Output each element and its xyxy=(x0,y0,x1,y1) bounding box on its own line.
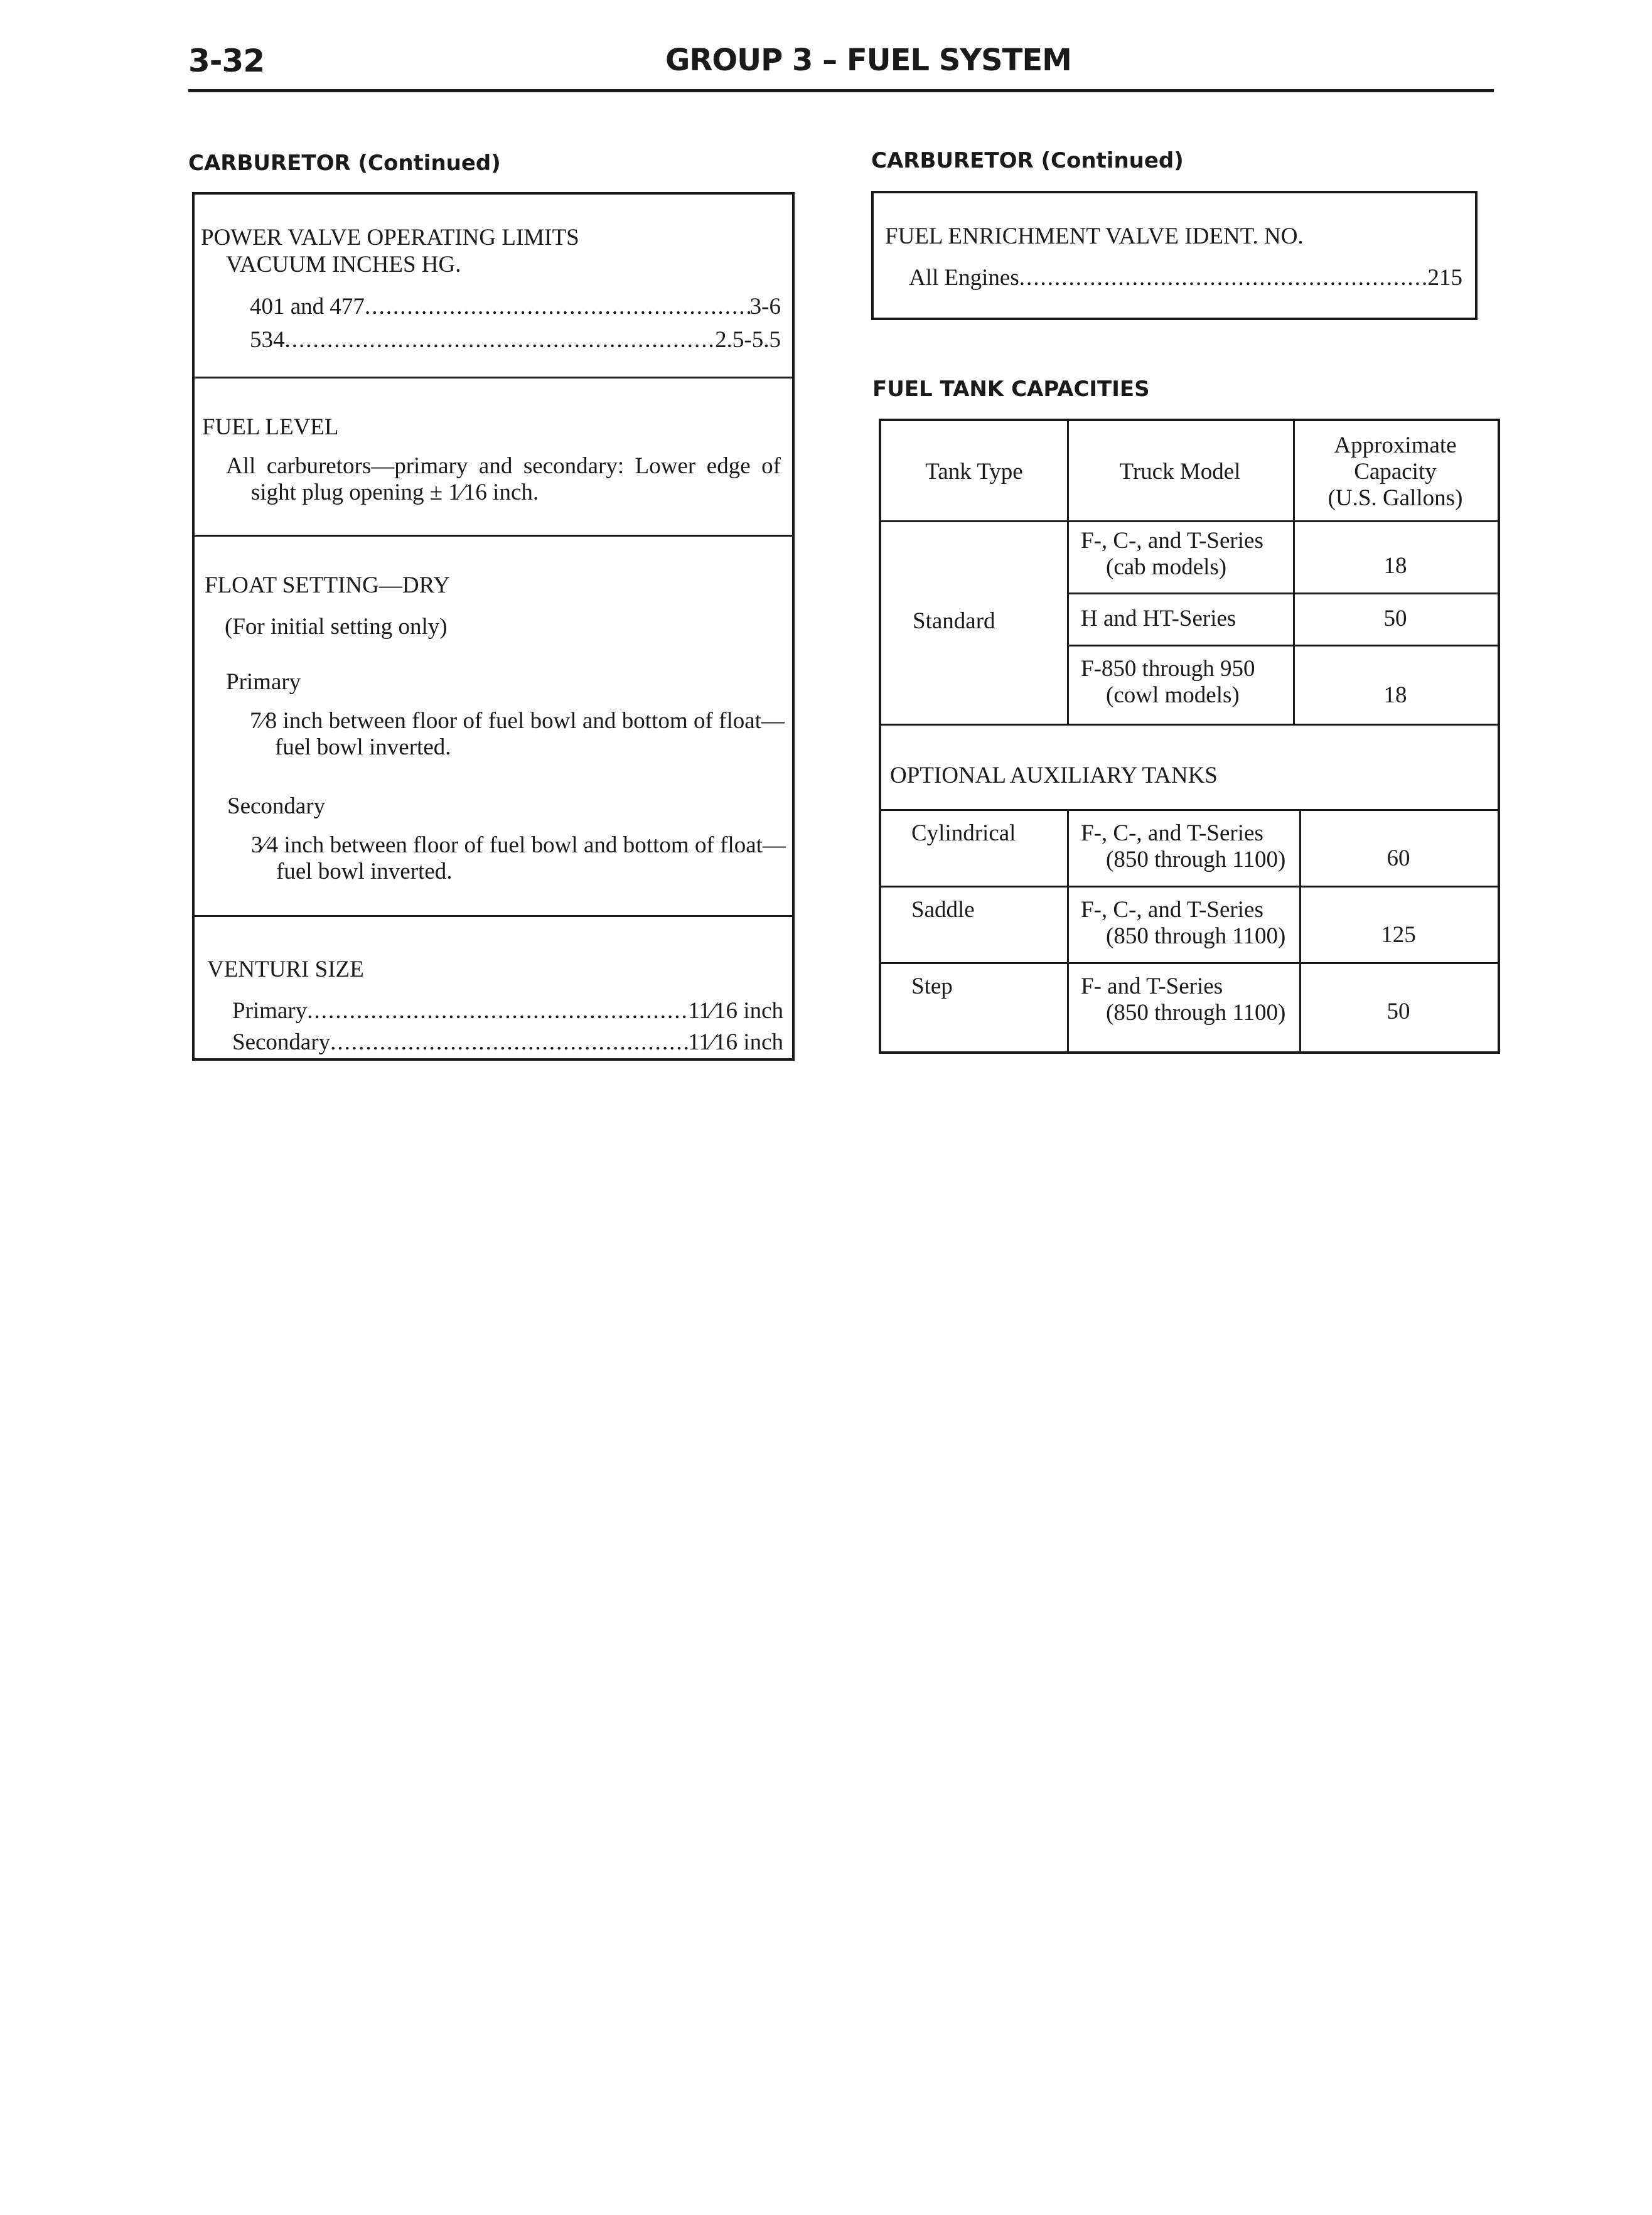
float-primary-label: Primary xyxy=(226,669,301,695)
table-grid-line xyxy=(881,962,1498,964)
model-line: (850 through 1100) xyxy=(1106,923,1286,949)
row-label: 534 xyxy=(250,327,285,353)
section-divider xyxy=(195,535,792,537)
capacity-cell: 60 xyxy=(1386,845,1410,871)
model-line: (cab models) xyxy=(1106,554,1227,580)
page-title: GROUP 3 – FUEL SYSTEM xyxy=(665,43,1071,78)
enrichment-valve-box xyxy=(871,191,1478,320)
model-line: F-850 through 950 xyxy=(1081,656,1255,682)
model-line: (cowl models) xyxy=(1106,682,1240,708)
float-setting-note: (For initial setting only) xyxy=(225,614,448,640)
tank-type-cell: Saddle xyxy=(911,897,975,923)
tank-type-cell: Step xyxy=(911,973,953,999)
table-grid-line xyxy=(881,724,1498,726)
row-value: 11⁄16 inch xyxy=(688,998,783,1024)
float-primary-text: 7⁄8 inch between floor of fuel bowl and bottom of float—fuel bowl inverted. xyxy=(250,708,785,760)
optional-tanks-heading: OPTIONAL AUXILIARY TANKS xyxy=(890,763,1218,788)
truck-model-cell xyxy=(1081,820,1285,873)
capacity-cell: 18 xyxy=(1383,553,1407,579)
row-value: 2.5-5.5 xyxy=(715,327,781,353)
fuel-tank-heading: FUEL TANK CAPACITIES xyxy=(872,377,1150,402)
standard-label: Standard xyxy=(913,608,995,634)
truck-model-cell xyxy=(1081,973,1285,1026)
table-grid-line xyxy=(1067,593,1498,594)
leader-dots xyxy=(1019,266,1428,289)
tank-type-cell: Cylindrical xyxy=(911,820,1016,846)
row-label: Primary xyxy=(232,998,308,1024)
table-grid-line xyxy=(1067,809,1069,1051)
float-secondary-text: 3⁄4 inch between floor of fuel bowl and bottom of float—fuel bowl inverted. xyxy=(251,832,786,884)
model-line: F- and T-Series xyxy=(1081,973,1223,999)
model-line: F-, C-, and T-Series xyxy=(1081,820,1263,846)
row-value: 3-6 xyxy=(749,294,781,319)
truck-model-cell xyxy=(1081,528,1263,581)
power-valve-row xyxy=(250,328,781,351)
enrichment-row xyxy=(909,266,1462,289)
truck-model-cell xyxy=(1081,656,1255,709)
fuel-tank-table xyxy=(879,419,1500,1054)
power-valve-title: POWER VALVE OPERATING LIMITS xyxy=(201,225,579,250)
model-line: (850 through 1100) xyxy=(1106,847,1286,872)
table-grid-line xyxy=(881,809,1498,811)
header-truck-model: Truck Model xyxy=(1119,459,1241,485)
row-value: 215 xyxy=(1427,265,1462,291)
truck-model-cell xyxy=(1081,897,1285,950)
leader-dots xyxy=(285,328,716,351)
header-rule xyxy=(188,89,1494,92)
fuel-level-title: FUEL LEVEL xyxy=(202,414,339,440)
enrichment-title: FUEL ENRICHMENT VALVE IDENT. NO. xyxy=(885,223,1304,249)
capacity-cell: 18 xyxy=(1383,682,1407,708)
model-line: F-, C-, and T-Series xyxy=(1081,528,1263,554)
float-secondary-label: Secondary xyxy=(227,793,326,819)
section-divider xyxy=(195,377,792,378)
carburetor-specs-box xyxy=(192,192,795,1061)
row-label: Secondary xyxy=(232,1029,331,1055)
venturi-title: VENTURI SIZE xyxy=(207,957,364,982)
header-capacity-line: Approximate xyxy=(1334,432,1457,458)
capacity-cell: 50 xyxy=(1386,999,1410,1024)
header-capacity-line: Capacity xyxy=(1354,459,1437,485)
capacity-cell: 125 xyxy=(1381,922,1416,948)
table-grid-line xyxy=(881,520,1498,522)
capacity-cell: 50 xyxy=(1383,606,1407,631)
section-divider xyxy=(195,915,792,917)
row-value: 11⁄16 inch xyxy=(688,1029,783,1055)
float-setting-title: FLOAT SETTING—DRY xyxy=(205,572,450,598)
row-label: 401 and 477 xyxy=(250,294,365,319)
power-valve-row xyxy=(250,295,781,318)
right-section-heading: CARBURETOR (Continued) xyxy=(871,148,1184,173)
header-capacity-line: (U.S. Gallons) xyxy=(1328,485,1463,511)
page-number: 3-32 xyxy=(188,43,265,79)
leader-dots xyxy=(330,1031,688,1054)
table-grid-line xyxy=(881,886,1498,888)
venturi-row xyxy=(232,1031,783,1054)
left-section-heading: CARBURETOR (Continued) xyxy=(188,151,501,176)
row-label: All Engines xyxy=(909,265,1019,291)
power-valve-subtitle: VACUUM INCHES HG. xyxy=(226,252,461,277)
model-line: (850 through 1100) xyxy=(1106,1000,1286,1026)
model-line: F-, C-, and T-Series xyxy=(1081,897,1263,923)
leader-dots xyxy=(307,999,688,1022)
fuel-level-text: All carburetors—primary and secondary: Lower edge of sight plug opening ± 1⁄16 inch. xyxy=(226,453,781,505)
venturi-row xyxy=(232,999,783,1022)
table-grid-line xyxy=(1067,645,1498,646)
leader-dots xyxy=(365,295,750,318)
header-tank-type: Tank Type xyxy=(925,459,1023,485)
header-capacity xyxy=(1293,432,1498,512)
truck-model-cell: H and HT-Series xyxy=(1081,606,1236,631)
